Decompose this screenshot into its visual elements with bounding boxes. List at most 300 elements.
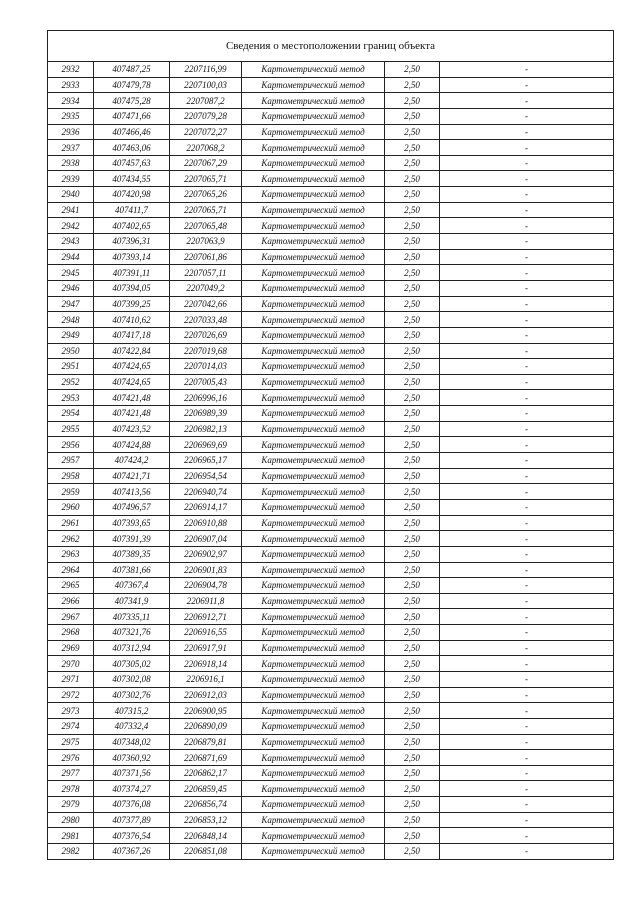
- table-row: [48, 218, 614, 234]
- table-row: [48, 265, 614, 281]
- y-coordinate-cell: 2206910,88: [170, 515, 242, 531]
- point-number-cell: 2973: [48, 703, 94, 719]
- y-coordinate-cell: 2207067,29: [170, 155, 242, 171]
- y-coordinate-cell: 2207065,71: [170, 202, 242, 218]
- point-number-cell: 2948: [48, 312, 94, 328]
- accuracy-cell: 2,50: [385, 124, 440, 140]
- table-row: [48, 437, 614, 453]
- accuracy-cell: 2,50: [385, 187, 440, 203]
- y-coordinate-cell: 2206916,1: [170, 671, 242, 687]
- x-coordinate-cell: 407457,63: [94, 155, 170, 171]
- boundary-coordinates-table: [47, 30, 614, 860]
- y-coordinate-cell: 2206853,12: [170, 812, 242, 828]
- point-number-cell: 2934: [48, 93, 94, 109]
- note-cell: -: [440, 171, 614, 187]
- x-coordinate-cell: 407424,88: [94, 437, 170, 453]
- y-coordinate-cell: 2206901,83: [170, 562, 242, 578]
- x-coordinate-cell: 407424,65: [94, 374, 170, 390]
- method-cell: Картометрический метод: [242, 703, 385, 719]
- point-number-cell: 2960: [48, 499, 94, 515]
- y-coordinate-cell: 2206940,74: [170, 484, 242, 500]
- accuracy-cell: 2,50: [385, 218, 440, 234]
- method-cell: Картометрический метод: [242, 687, 385, 703]
- note-cell: -: [440, 671, 614, 687]
- accuracy-cell: 2,50: [385, 797, 440, 813]
- point-number-cell: 2943: [48, 234, 94, 250]
- table-row: [48, 108, 614, 124]
- note-cell: -: [440, 484, 614, 500]
- x-coordinate-cell: 407396,31: [94, 234, 170, 250]
- point-number-cell: 2936: [48, 124, 94, 140]
- accuracy-cell: 2,50: [385, 812, 440, 828]
- x-coordinate-cell: 407305,02: [94, 656, 170, 672]
- x-coordinate-cell: 407399,25: [94, 296, 170, 312]
- point-number-cell: 2961: [48, 515, 94, 531]
- table-row: [48, 812, 614, 828]
- accuracy-cell: 2,50: [385, 155, 440, 171]
- x-coordinate-cell: 407466,46: [94, 124, 170, 140]
- method-cell: Картометрический метод: [242, 609, 385, 625]
- accuracy-cell: 2,50: [385, 765, 440, 781]
- method-cell: Картометрический метод: [242, 625, 385, 641]
- table-row: [48, 343, 614, 359]
- method-cell: Картометрический метод: [242, 359, 385, 375]
- note-cell: -: [440, 280, 614, 296]
- method-cell: Картометрический метод: [242, 140, 385, 156]
- method-cell: Картометрический метод: [242, 390, 385, 406]
- point-number-cell: 2965: [48, 578, 94, 594]
- accuracy-cell: 2,50: [385, 202, 440, 218]
- accuracy-cell: 2,50: [385, 750, 440, 766]
- accuracy-cell: 2,50: [385, 62, 440, 78]
- accuracy-cell: 2,50: [385, 828, 440, 844]
- table-row: [48, 374, 614, 390]
- table-row: [48, 718, 614, 734]
- y-coordinate-cell: 2206851,08: [170, 844, 242, 860]
- accuracy-cell: 2,50: [385, 531, 440, 547]
- x-coordinate-cell: 407496,57: [94, 499, 170, 515]
- x-coordinate-cell: 407389,35: [94, 546, 170, 562]
- accuracy-cell: 2,50: [385, 546, 440, 562]
- point-number-cell: 2974: [48, 718, 94, 734]
- note-cell: -: [440, 374, 614, 390]
- y-coordinate-cell: 2206912,71: [170, 609, 242, 625]
- x-coordinate-cell: 407302,76: [94, 687, 170, 703]
- x-coordinate-cell: 407360,92: [94, 750, 170, 766]
- method-cell: Картометрический метод: [242, 374, 385, 390]
- method-cell: Картометрический метод: [242, 797, 385, 813]
- accuracy-cell: 2,50: [385, 77, 440, 93]
- y-coordinate-cell: 2206996,16: [170, 390, 242, 406]
- method-cell: Картометрический метод: [242, 499, 385, 515]
- y-coordinate-cell: 2207049,2: [170, 280, 242, 296]
- y-coordinate-cell: 2206965,17: [170, 453, 242, 469]
- point-number-cell: 2975: [48, 734, 94, 750]
- method-cell: Картометрический метод: [242, 77, 385, 93]
- x-coordinate-cell: 407410,62: [94, 312, 170, 328]
- accuracy-cell: 2,50: [385, 93, 440, 109]
- table-row: [48, 421, 614, 437]
- table-title: Сведения о местоположении границ объекта: [48, 31, 614, 62]
- point-number-cell: 2944: [48, 249, 94, 265]
- accuracy-cell: 2,50: [385, 234, 440, 250]
- accuracy-cell: 2,50: [385, 593, 440, 609]
- x-coordinate-cell: 407377,89: [94, 812, 170, 828]
- point-number-cell: 2967: [48, 609, 94, 625]
- accuracy-cell: 2,50: [385, 406, 440, 422]
- note-cell: -: [440, 468, 614, 484]
- y-coordinate-cell: 2207014,03: [170, 359, 242, 375]
- x-coordinate-cell: 407332,4: [94, 718, 170, 734]
- x-coordinate-cell: 407312,94: [94, 640, 170, 656]
- table-row: [48, 578, 614, 594]
- note-cell: -: [440, 750, 614, 766]
- method-cell: Картометрический метод: [242, 453, 385, 469]
- note-cell: -: [440, 296, 614, 312]
- method-cell: Картометрический метод: [242, 437, 385, 453]
- table-row: [48, 781, 614, 797]
- y-coordinate-cell: 2206911,8: [170, 593, 242, 609]
- note-cell: -: [440, 499, 614, 515]
- table-row: [48, 280, 614, 296]
- y-coordinate-cell: 2206917,91: [170, 640, 242, 656]
- method-cell: Картометрический метод: [242, 280, 385, 296]
- point-number-cell: 2938: [48, 155, 94, 171]
- point-number-cell: 2946: [48, 280, 94, 296]
- table-row: [48, 359, 614, 375]
- y-coordinate-cell: 2207068,2: [170, 140, 242, 156]
- x-coordinate-cell: 407434,55: [94, 171, 170, 187]
- table-row: [48, 656, 614, 672]
- table-row: [48, 593, 614, 609]
- y-coordinate-cell: 2207042,66: [170, 296, 242, 312]
- x-coordinate-cell: 407471,66: [94, 108, 170, 124]
- y-coordinate-cell: 2207116,99: [170, 62, 242, 78]
- x-coordinate-cell: 407391,39: [94, 531, 170, 547]
- table-row: [48, 171, 614, 187]
- note-cell: -: [440, 234, 614, 250]
- accuracy-cell: 2,50: [385, 609, 440, 625]
- table-row: [48, 124, 614, 140]
- y-coordinate-cell: 2207072,27: [170, 124, 242, 140]
- x-coordinate-cell: 407421,48: [94, 390, 170, 406]
- table-row: [48, 140, 614, 156]
- point-number-cell: 2972: [48, 687, 94, 703]
- method-cell: Картометрический метод: [242, 656, 385, 672]
- y-coordinate-cell: 2206879,81: [170, 734, 242, 750]
- point-number-cell: 2962: [48, 531, 94, 547]
- y-coordinate-cell: 2207065,71: [170, 171, 242, 187]
- table-row: [48, 406, 614, 422]
- y-coordinate-cell: 2207079,28: [170, 108, 242, 124]
- note-cell: -: [440, 546, 614, 562]
- accuracy-cell: 2,50: [385, 437, 440, 453]
- accuracy-cell: 2,50: [385, 625, 440, 641]
- x-coordinate-cell: 407376,54: [94, 828, 170, 844]
- note-cell: -: [440, 765, 614, 781]
- table-row: [48, 390, 614, 406]
- accuracy-cell: 2,50: [385, 671, 440, 687]
- table-row: [48, 62, 614, 78]
- point-number-cell: 2969: [48, 640, 94, 656]
- point-number-cell: 2976: [48, 750, 94, 766]
- method-cell: Картометрический метод: [242, 93, 385, 109]
- y-coordinate-cell: 2207065,48: [170, 218, 242, 234]
- y-coordinate-cell: 2207019,68: [170, 343, 242, 359]
- x-coordinate-cell: 407393,65: [94, 515, 170, 531]
- note-cell: -: [440, 249, 614, 265]
- method-cell: Картометрический метод: [242, 734, 385, 750]
- y-coordinate-cell: 2206904,78: [170, 578, 242, 594]
- note-cell: -: [440, 687, 614, 703]
- table-row: [48, 327, 614, 343]
- accuracy-cell: 2,50: [385, 703, 440, 719]
- table-row: [48, 609, 614, 625]
- note-cell: -: [440, 124, 614, 140]
- y-coordinate-cell: 2206862,17: [170, 765, 242, 781]
- note-cell: -: [440, 140, 614, 156]
- point-number-cell: 2952: [48, 374, 94, 390]
- point-number-cell: 2980: [48, 812, 94, 828]
- point-number-cell: 2940: [48, 187, 94, 203]
- y-coordinate-cell: 2206871,69: [170, 750, 242, 766]
- x-coordinate-cell: 407479,78: [94, 77, 170, 93]
- accuracy-cell: 2,50: [385, 734, 440, 750]
- table-row: [48, 828, 614, 844]
- y-coordinate-cell: 2206969,69: [170, 437, 242, 453]
- x-coordinate-cell: 407424,2: [94, 453, 170, 469]
- x-coordinate-cell: 407421,71: [94, 468, 170, 484]
- method-cell: Картометрический метод: [242, 531, 385, 547]
- note-cell: -: [440, 343, 614, 359]
- point-number-cell: 2954: [48, 406, 94, 422]
- table-row: [48, 93, 614, 109]
- method-cell: Картометрический метод: [242, 296, 385, 312]
- accuracy-cell: 2,50: [385, 499, 440, 515]
- y-coordinate-cell: 2206989,39: [170, 406, 242, 422]
- note-cell: -: [440, 781, 614, 797]
- method-cell: Картометрический метод: [242, 781, 385, 797]
- accuracy-cell: 2,50: [385, 453, 440, 469]
- table-row: [48, 765, 614, 781]
- table-row: [48, 312, 614, 328]
- x-coordinate-cell: 407381,66: [94, 562, 170, 578]
- point-number-cell: 2966: [48, 593, 94, 609]
- x-coordinate-cell: 407302,08: [94, 671, 170, 687]
- method-cell: Картометрический метод: [242, 406, 385, 422]
- note-cell: -: [440, 202, 614, 218]
- method-cell: Картометрический метод: [242, 187, 385, 203]
- note-cell: -: [440, 327, 614, 343]
- x-coordinate-cell: 407475,28: [94, 93, 170, 109]
- note-cell: -: [440, 421, 614, 437]
- note-cell: -: [440, 62, 614, 78]
- x-coordinate-cell: 407420,98: [94, 187, 170, 203]
- note-cell: -: [440, 312, 614, 328]
- method-cell: Картометрический метод: [242, 844, 385, 860]
- x-coordinate-cell: 407394,05: [94, 280, 170, 296]
- y-coordinate-cell: 2206954,54: [170, 468, 242, 484]
- accuracy-cell: 2,50: [385, 108, 440, 124]
- point-number-cell: 2978: [48, 781, 94, 797]
- point-number-cell: 2933: [48, 77, 94, 93]
- accuracy-cell: 2,50: [385, 578, 440, 594]
- point-number-cell: 2949: [48, 327, 94, 343]
- y-coordinate-cell: 2206890,09: [170, 718, 242, 734]
- accuracy-cell: 2,50: [385, 296, 440, 312]
- y-coordinate-cell: 2207033,48: [170, 312, 242, 328]
- accuracy-cell: 2,50: [385, 374, 440, 390]
- y-coordinate-cell: 2206916,55: [170, 625, 242, 641]
- note-cell: -: [440, 562, 614, 578]
- x-coordinate-cell: 407413,56: [94, 484, 170, 500]
- table-row: [48, 703, 614, 719]
- accuracy-cell: 2,50: [385, 781, 440, 797]
- y-coordinate-cell: 2206912,03: [170, 687, 242, 703]
- y-coordinate-cell: 2207061,86: [170, 249, 242, 265]
- point-number-cell: 2935: [48, 108, 94, 124]
- table-row: [48, 640, 614, 656]
- x-coordinate-cell: 407371,56: [94, 765, 170, 781]
- method-cell: Картометрический метод: [242, 671, 385, 687]
- table-row: [48, 202, 614, 218]
- point-number-cell: 2957: [48, 453, 94, 469]
- x-coordinate-cell: 407367,4: [94, 578, 170, 594]
- x-coordinate-cell: 407374,27: [94, 781, 170, 797]
- point-number-cell: 2941: [48, 202, 94, 218]
- note-cell: -: [440, 812, 614, 828]
- method-cell: Картометрический метод: [242, 750, 385, 766]
- y-coordinate-cell: 2206902,97: [170, 546, 242, 562]
- accuracy-cell: 2,50: [385, 359, 440, 375]
- method-cell: Картометрический метод: [242, 327, 385, 343]
- table-row: [48, 453, 614, 469]
- table-row: [48, 546, 614, 562]
- point-number-cell: 2971: [48, 671, 94, 687]
- method-cell: Картометрический метод: [242, 421, 385, 437]
- method-cell: Картометрический метод: [242, 765, 385, 781]
- x-coordinate-cell: 407321,76: [94, 625, 170, 641]
- table-row: [48, 562, 614, 578]
- x-coordinate-cell: 407391,11: [94, 265, 170, 281]
- note-cell: -: [440, 265, 614, 281]
- point-number-cell: 2956: [48, 437, 94, 453]
- note-cell: -: [440, 703, 614, 719]
- x-coordinate-cell: 407341,9: [94, 593, 170, 609]
- x-coordinate-cell: 407421,48: [94, 406, 170, 422]
- x-coordinate-cell: 407402,65: [94, 218, 170, 234]
- x-coordinate-cell: 407424,65: [94, 359, 170, 375]
- note-cell: -: [440, 640, 614, 656]
- point-number-cell: 2959: [48, 484, 94, 500]
- y-coordinate-cell: 2206918,14: [170, 656, 242, 672]
- x-coordinate-cell: 407348,02: [94, 734, 170, 750]
- point-number-cell: 2947: [48, 296, 94, 312]
- table-row: [48, 77, 614, 93]
- note-cell: -: [440, 453, 614, 469]
- y-coordinate-cell: 2206856,74: [170, 797, 242, 813]
- point-number-cell: 2932: [48, 62, 94, 78]
- note-cell: -: [440, 218, 614, 234]
- method-cell: Картометрический метод: [242, 343, 385, 359]
- note-cell: -: [440, 797, 614, 813]
- accuracy-cell: 2,50: [385, 844, 440, 860]
- table-row: [48, 515, 614, 531]
- table-row: [48, 155, 614, 171]
- method-cell: Картометрический метод: [242, 718, 385, 734]
- y-coordinate-cell: 2206982,13: [170, 421, 242, 437]
- method-cell: Картометрический метод: [242, 546, 385, 562]
- note-cell: -: [440, 108, 614, 124]
- point-number-cell: 2955: [48, 421, 94, 437]
- method-cell: Картометрический метод: [242, 171, 385, 187]
- y-coordinate-cell: 2207026,69: [170, 327, 242, 343]
- accuracy-cell: 2,50: [385, 421, 440, 437]
- x-coordinate-cell: 407411,7: [94, 202, 170, 218]
- note-cell: -: [440, 437, 614, 453]
- point-number-cell: 2963: [48, 546, 94, 562]
- table-body: [48, 62, 614, 860]
- method-cell: Картометрический метод: [242, 468, 385, 484]
- table-row: [48, 625, 614, 641]
- method-cell: Картометрический метод: [242, 578, 385, 594]
- point-number-cell: 2939: [48, 171, 94, 187]
- note-cell: -: [440, 515, 614, 531]
- coordinates-document: [47, 30, 613, 860]
- note-cell: -: [440, 734, 614, 750]
- accuracy-cell: 2,50: [385, 562, 440, 578]
- method-cell: Картометрический метод: [242, 155, 385, 171]
- y-coordinate-cell: 2207065,26: [170, 187, 242, 203]
- note-cell: -: [440, 77, 614, 93]
- point-number-cell: 2977: [48, 765, 94, 781]
- table-row: [48, 687, 614, 703]
- accuracy-cell: 2,50: [385, 343, 440, 359]
- x-coordinate-cell: 407422,84: [94, 343, 170, 359]
- y-coordinate-cell: 2206907,04: [170, 531, 242, 547]
- method-cell: Картометрический метод: [242, 202, 385, 218]
- note-cell: -: [440, 828, 614, 844]
- note-cell: -: [440, 390, 614, 406]
- note-cell: -: [440, 718, 614, 734]
- point-number-cell: 2964: [48, 562, 94, 578]
- table-row: [48, 296, 614, 312]
- note-cell: -: [440, 93, 614, 109]
- point-number-cell: 2958: [48, 468, 94, 484]
- method-cell: Картометрический метод: [242, 312, 385, 328]
- table-row: [48, 249, 614, 265]
- point-number-cell: 2953: [48, 390, 94, 406]
- y-coordinate-cell: 2207087,2: [170, 93, 242, 109]
- x-coordinate-cell: 407463,06: [94, 140, 170, 156]
- y-coordinate-cell: 2207057,11: [170, 265, 242, 281]
- note-cell: -: [440, 187, 614, 203]
- y-coordinate-cell: 2207100,03: [170, 77, 242, 93]
- x-coordinate-cell: 407335,11: [94, 609, 170, 625]
- method-cell: Картометрический метод: [242, 265, 385, 281]
- point-number-cell: 2937: [48, 140, 94, 156]
- point-number-cell: 2968: [48, 625, 94, 641]
- point-number-cell: 2979: [48, 797, 94, 813]
- y-coordinate-cell: 2206848,14: [170, 828, 242, 844]
- y-coordinate-cell: 2206900,95: [170, 703, 242, 719]
- table-row: [48, 671, 614, 687]
- accuracy-cell: 2,50: [385, 327, 440, 343]
- x-coordinate-cell: 407367,26: [94, 844, 170, 860]
- accuracy-cell: 2,50: [385, 171, 440, 187]
- note-cell: -: [440, 656, 614, 672]
- note-cell: -: [440, 155, 614, 171]
